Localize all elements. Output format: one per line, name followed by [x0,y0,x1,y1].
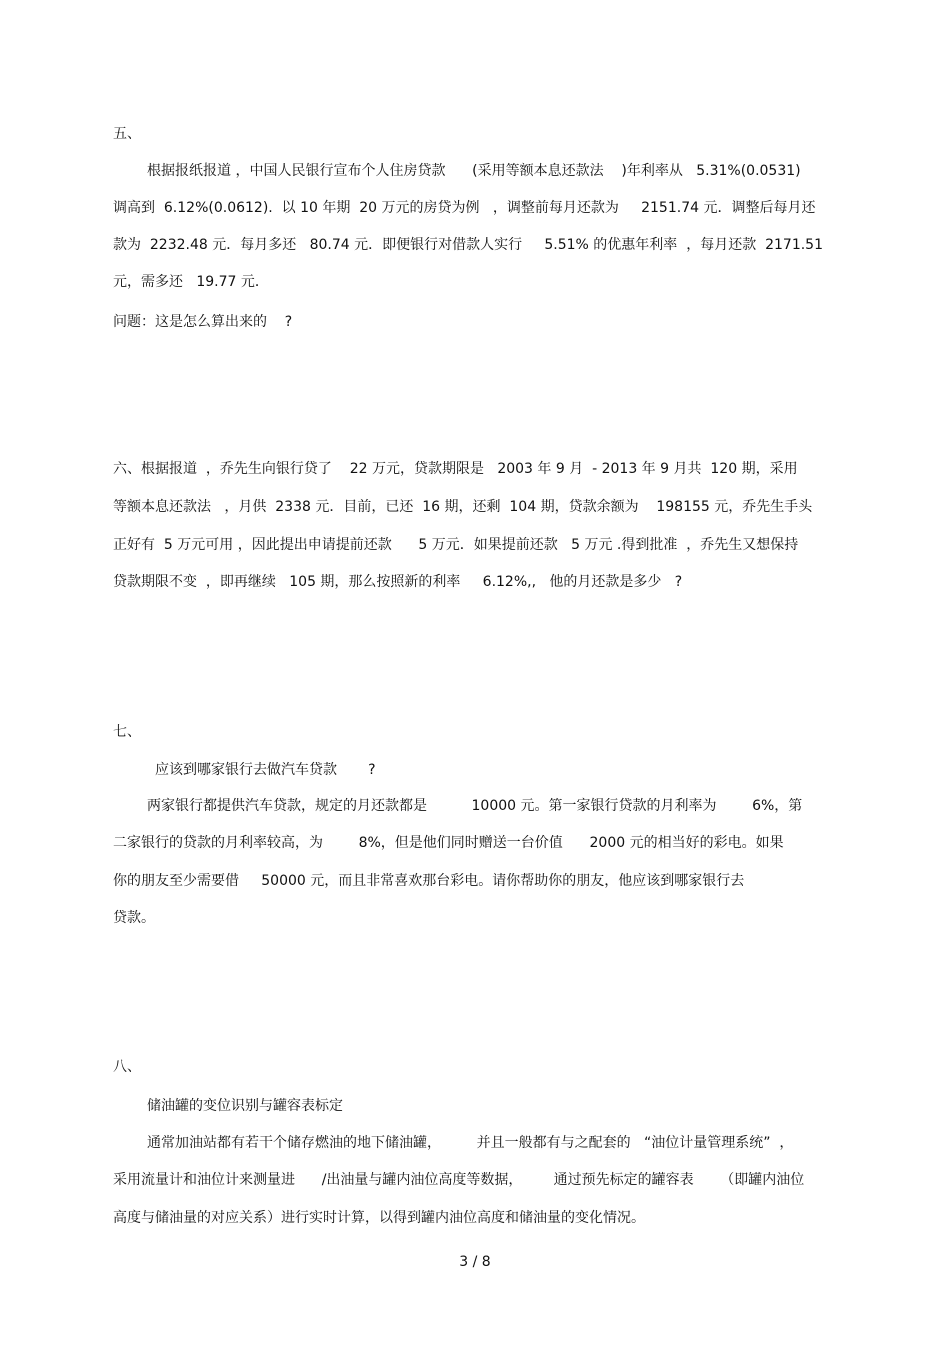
paragraph-line: 采用流量计和油位计来测量进 /出油量与罐内油位高度等数据， 通过预先标定的罐容表 （即罐内油位 [113,1172,805,1188]
paragraph-line: 元，需多还 19.77 元． [113,274,269,290]
section-subtitle: 储油罐的变位识别与罐容表标定 [147,1098,343,1114]
paragraph-line: 贷款期限不变 ，即再继续 105 期，那么按照新的利率 6.12%,, 他的月还款是多少 ? [113,574,683,590]
paragraph-line: 你的朋友至少需要借 50000 元，而且非常喜欢那台彩电。请你帮助你的朋友，他应该到哪家银行去 [113,873,745,889]
paragraph-line: 调高到 6.12%(0.0612). 以 10 年期 20 万元的房贷为例 ，调整前每月还款为 2151.74 元．调整后每月还 [113,200,816,216]
paragraph-line: 等额本息还款法 ，月供 2338 元．目前，已还 16 期，还剩 104 期，贷款余额为 198155 元，乔先生手头 [113,499,813,515]
section-subtitle: 应该到哪家银行去做汽车贷款 ? [155,762,376,778]
paragraph-line: 二家银行的贷款的月利率较高，为 8%，但是他们同时赠送一台价值 2000 元的相当好的彩电。如果 [113,835,784,851]
paragraph-line: 两家银行都提供汽车贷款，规定的月还款都是 10000 元。第一家银行贷款的月利率为 6%，第 [147,798,803,814]
paragraph-line: 根据报纸报道 ，中国人民银行宣布个人住房贷款 (采用等额本息还款法 )年利率从 5.31%(0.0531) [147,163,801,179]
section-heading: 七、 [113,724,141,740]
paragraph-line: 六、根据报道 ，乔先生向银行贷了 22 万元，贷款期限是 2003 年 9 月 - 2013 年 9 月共 120 期，采用 [113,461,798,477]
section-heading: 八、 [113,1059,141,1075]
section-heading: 五、 [113,126,141,142]
paragraph-line: 正好有 5 万元可用 ，因此提出申请提前还款 5 万元．如果提前还款 5 万元 .得到批准 ，乔先生又想保持 [113,537,799,553]
page-number: 3 / 8 [459,1254,491,1270]
paragraph-line: 通常加油站都有若干个储存燃油的地下储油罐， 并且一般都有与之配套的 “油位计量管理系统” ， [147,1135,794,1151]
question-line: 问题：这是怎么算出来的 ? [113,314,293,330]
paragraph-line: 贷款。 [113,910,155,926]
paragraph-line: 款为 2232.48 元．每月多还 80.74 元．即便银行对借款人实行 5.51% 的优惠年利率 ，每月还款 2171.51 [113,237,823,253]
paragraph-line: 高度与储油量的对应关系）进行实时计算，以得到罐内油位高度和储油量的变化情况。 [113,1210,645,1226]
